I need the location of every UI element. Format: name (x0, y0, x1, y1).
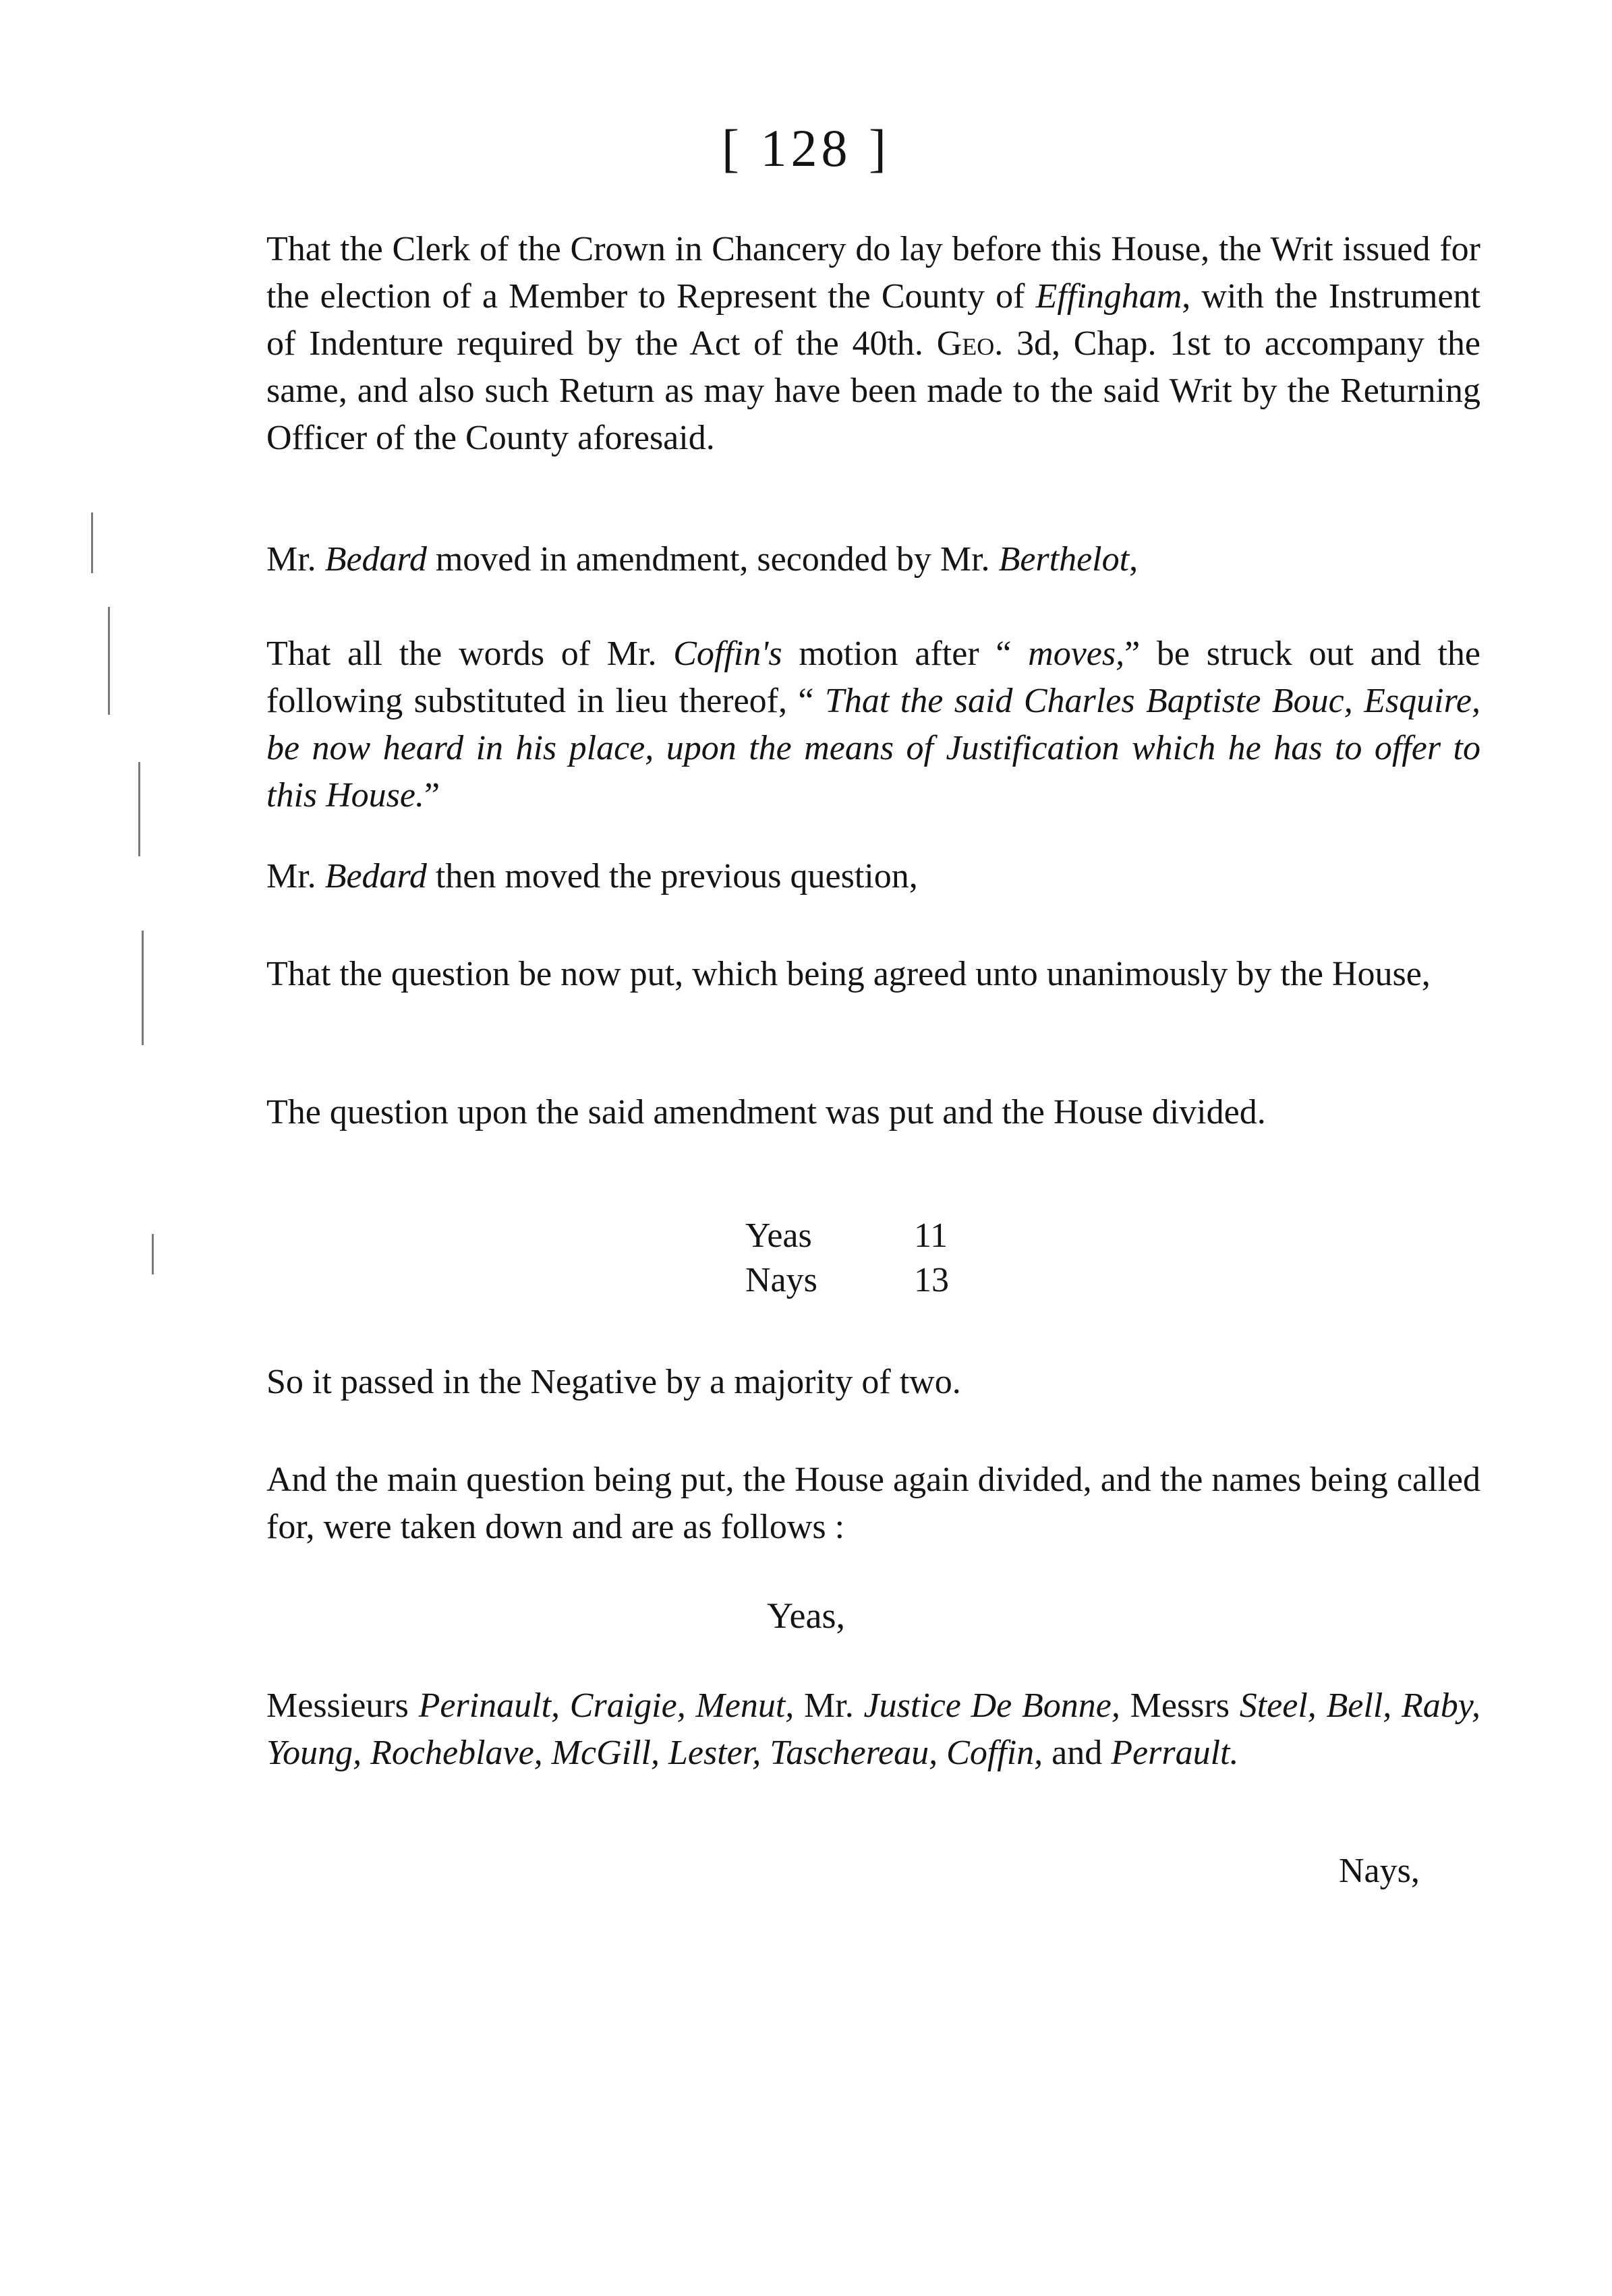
text-span: That the Clerk of the Crown in Chancery do lay before this House, the Writ issued for the election of a Member to Represent the County of (266, 230, 1480, 316)
division-table (745, 1214, 995, 1303)
member-name: Bedard (324, 540, 427, 579)
paragraph-main-question: And the main question being put, the House again divided, and the names being called for, were taken down and are as follows : (266, 1461, 1480, 1546)
member-name: Berthelot (998, 540, 1130, 579)
paragraph-previous-question (266, 853, 1480, 900)
paragraph-question-put: That the question be now put, which being agreed unto unanimously by the House, (266, 955, 1431, 993)
text-span: That all the words of Mr. (266, 635, 674, 673)
text-span: moved in amendment, seconded by Mr. (426, 540, 999, 579)
text-span: , with the Instrument of Indenture required by the Act of the 40th. (266, 277, 1481, 363)
paragraph-yeas-names (266, 1682, 1480, 1777)
yeas-label: Yeas (745, 1216, 812, 1255)
paragraph-bedard-amendment (266, 536, 1480, 583)
margin-mark (91, 512, 93, 573)
text-span: 3d, Chap. 1st to accompany the same, and also such Return as may have been made to the said Writ by the Returning Officer of the County aforesaid. (266, 324, 1480, 457)
member-names: Perinault, Craigie, Menut, (418, 1686, 795, 1725)
member-names: Perrault. (1111, 1734, 1239, 1772)
margin-mark (152, 1234, 154, 1274)
paragraph-amendment-text (266, 630, 1480, 819)
text-span: then moved the previous question, (426, 857, 918, 895)
margin-mark (108, 607, 110, 715)
member-names: Steel, Bell, Raby, Young, Rocheblave, McGill, Lester, Taschereau, Coffin, (266, 1686, 1480, 1772)
text-span: Messrs (1120, 1686, 1240, 1725)
paragraph-clerk-motion (266, 226, 1480, 462)
text-span: , (1129, 540, 1139, 579)
text-span: and (1043, 1734, 1112, 1772)
text-span: Messieurs (266, 1686, 419, 1725)
king-abbrev: Geo. (936, 324, 1004, 363)
nays-count: 13 (914, 1261, 949, 1299)
text-span: Mr. (266, 857, 325, 895)
paragraph-negative-result: So it passed in the Negative by a majority of two. (266, 1363, 961, 1401)
yeas-count: 11 (914, 1216, 948, 1255)
text-span: Mr. (794, 1686, 864, 1725)
margin-mark (142, 931, 144, 1045)
text-span: Mr. (266, 540, 325, 579)
member-name: Coffin's (673, 635, 782, 673)
nays-label: Nays (745, 1261, 817, 1299)
paragraph-house-divided: The question upon the said amendment was put and the House divided. (266, 1093, 1266, 1131)
text-span: motion after “ (782, 635, 1029, 673)
page-number: [ 128 ] (722, 119, 890, 177)
quoted-word: moves, (1028, 635, 1125, 673)
yeas-heading: Yeas, (766, 1595, 846, 1636)
division-row-nays (745, 1258, 995, 1303)
catchword: Nays, (1339, 1852, 1420, 1890)
county-name: Effingham (1035, 277, 1182, 316)
quoted-substitution: That the said Charles Baptiste Bouc, Esquire, be now heard in his place, upon the means of Justification which he has to offer to this House. (266, 682, 1480, 815)
text-span: ” (424, 776, 440, 815)
member-names: Justice De Bonne, (863, 1686, 1120, 1725)
division-row-yeas (745, 1214, 995, 1258)
member-name: Bedard (324, 857, 427, 895)
margin-mark (138, 762, 140, 856)
text-span: ” be struck out and the following substituted in lieu thereof, “ (266, 635, 1480, 720)
